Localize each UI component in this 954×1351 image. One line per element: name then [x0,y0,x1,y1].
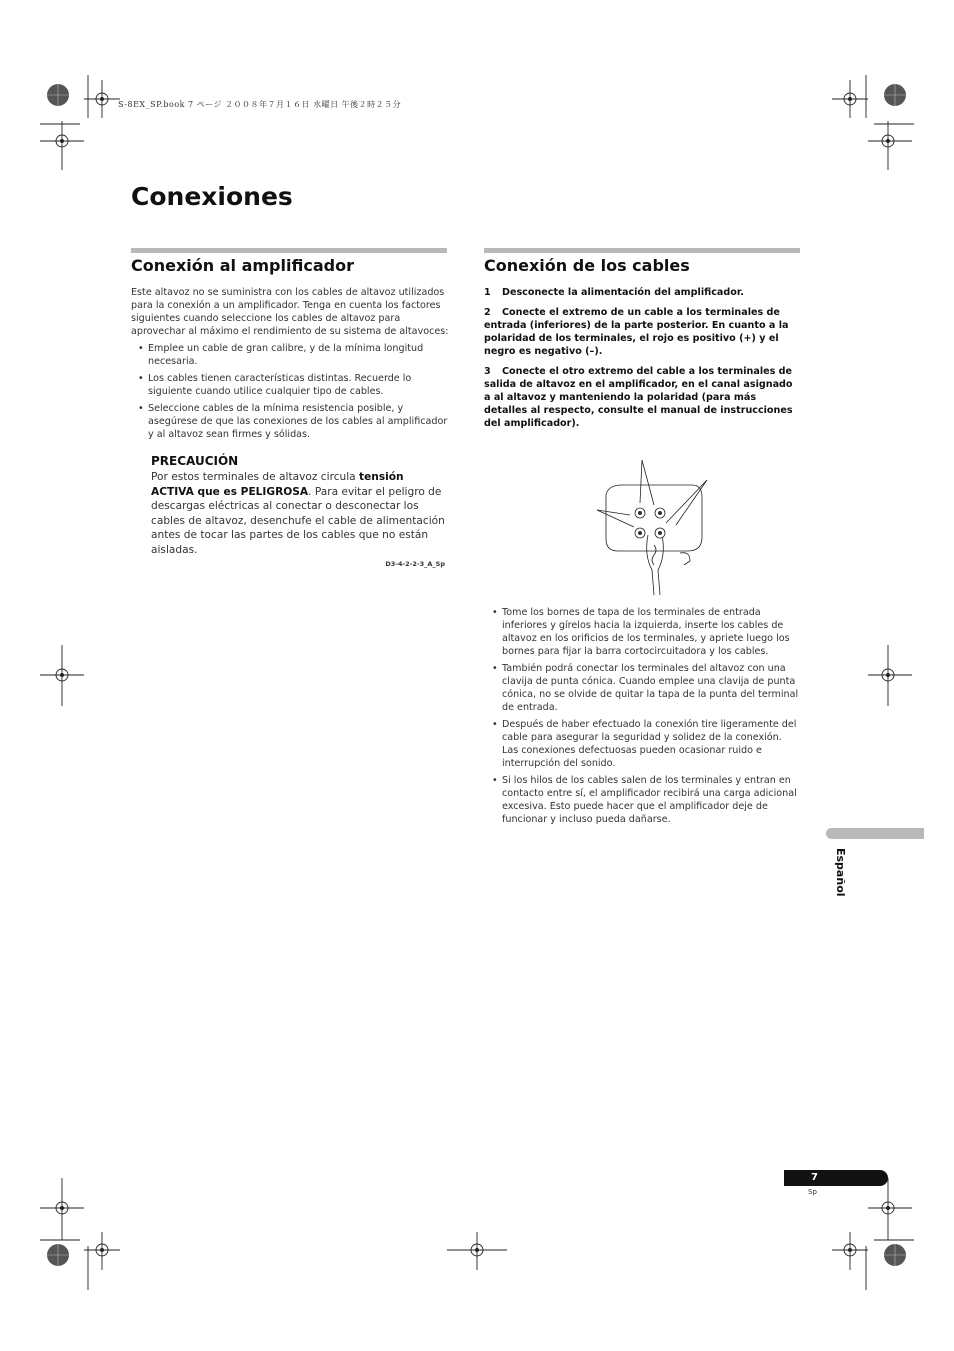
page-number: 7 [811,1172,818,1183]
caution-text: Por estos terminales de altavoz circula tensión ACTIVA que es PELIGROSA. Para evitar el peligro de descargas eléctricas al conectar o desconectar los cables de altavoz, desenchufe el cable de alimentación antes de tocar las partes de los cables que no están aisladas. [151,471,445,556]
language-tab [826,828,924,839]
caution-box [151,454,445,568]
page-title: Conexiones [131,182,293,211]
language-label: Español [834,848,847,897]
page-number-badge [784,1170,888,1186]
list-item: • También podrá conectar los terminales del altavoz con una clavija de punta cónica. Cuando emplee una clavija de punta cónica, no se olvide de quitar la tapa de la punta del terminal de entrada. [485,662,801,714]
steps-list [484,286,802,437]
language-code: Sp [808,1188,817,1196]
section-bar-left [131,248,447,253]
list-item: • Si los hilos de los cables salen de los terminales y entran en contacto entre sí, el amplificador recibirá una carga adicional excesiva. Esto puede hacer que el amplificador deje de funcionar y incluso pueda dañarse. [485,774,801,826]
step-3: 3 Conecte el otro extremo del cable a los terminales de salida de altavoz en el amplificador, en el canal asignado a al altavoz y manteniendo la polaridad (para más detalles al respecto, consulte el manual de instrucciones del amplificador). [484,366,793,429]
section-bar-right [484,248,800,253]
section-title-cables: Conexión de los cables [484,256,690,275]
terminal-connection-illustration [592,455,712,600]
list-item: • Los cables tienen características distintas. Recuerde lo siguiente cuando utilice cualquier tipo de cables. [131,372,449,398]
caution-code: D3-4-2-2-3_A_Sp [385,560,445,568]
print-header: S-8EX_SP.book 7 ページ ２００８年７月１６日 水曜日 午後２時２５分 [118,100,402,109]
list-item: • Después de haber efectuado la conexión tire ligeramente del cable para asegurar la seguridad y solidez de la conexión. Las conexiones defectuosas pueden ocasionar ruido e interrupción del sonido. [485,718,801,770]
section-title-amplifier: Conexión al amplificador [131,256,354,275]
step-2: 2 Conecte el extremo de un cable a los terminales de entrada (inferiores) de la parte posterior. En cuanto a la polaridad de los terminales, el rojo es positivo (+) y el negro es negativo (–). [484,307,789,357]
caution-title: PRECAUCIÓN [151,454,239,468]
caution-emphasis: tensión ACTIVA que es PELIGROSA [151,471,404,498]
list-item: • Seleccione cables de la mínima resistencia posible, y asegúrese de que las conexiones de los cables al amplificador y al altavoz sean firmes y sólidas. [131,402,449,441]
step-1: 1 Desconecte la alimentación del amplificador. [484,287,744,298]
right-bullets [485,602,801,826]
intro-paragraph: Este altavoz no se suministra con los cables de altavoz utilizados para la conexión a un amplificador. Tenga en cuenta los factores siguientes cuando seleccione los cables de altavoz para aprovechar al máximo el rendimiento de su sistema de altavoces: [131,287,449,337]
list-item: • Emplee un cable de gran calibre, y de la mínima longitud necesaria. [131,342,449,368]
left-column [131,286,449,441]
list-item: • Tome los bornes de tapa de los terminales de entrada inferiores y gírelos hacia la izquierda, inserte los cables de altavoz en los orificios de los terminales, y apriete luego los bornes para fijar la barra cortocircuitadora y los cables. [485,606,801,658]
